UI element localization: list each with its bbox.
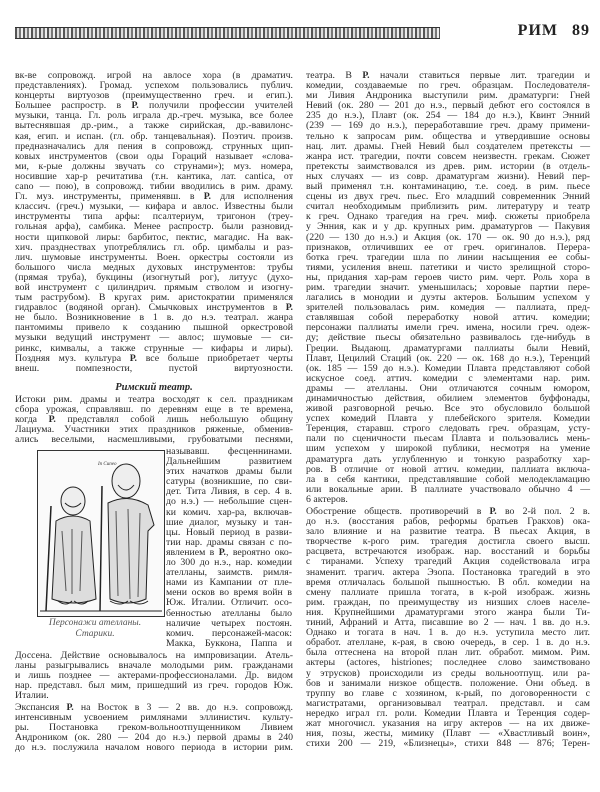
- text-line: жат многочисл. указания на игру актеров — на их движе-: [306, 717, 590, 729]
- text-line: большого числа медных духовых инструментов: трубы: [15, 261, 293, 273]
- text-line: ки комич. хар-ра, включав-: [166, 506, 292, 518]
- text-line: считал необходимым приблизить рим. литературу и театр: [306, 201, 590, 213]
- text-line: Андроником (ок. 280 — 204 до н.э.) первой драмы в 240: [15, 732, 293, 744]
- text-line: творчестве к-рого рим. трагедия достигла своего высш.: [306, 536, 590, 548]
- text-line: хич. празднествах употреблялись гл. обр. цимбалы и раз-: [15, 241, 293, 253]
- text-line: cano — пою), в сопровожд. тибии вводились в рим. драму.: [15, 181, 293, 193]
- text-line: ду; действие пьесы обязательно развивалось где-нибудь в: [306, 332, 590, 344]
- text-line: обработ. ателлане, к-рая, в свою очередь, в сер. 1 в. до н.э.: [306, 637, 590, 649]
- text-line: Доссена. Действие основывалось на импровизации. Атель-: [15, 650, 293, 661]
- text-line: с тиранами. Успеху трагедий Акция содействовала игра: [306, 556, 590, 568]
- text-line: сатуры (возникшие, по сви-: [166, 476, 292, 488]
- text-line: комедии, создаваемые по греч. образцам. Последователя-: [306, 80, 590, 92]
- text-line: Макка, Буккона, Паппа и: [166, 637, 292, 649]
- text-line: Дальнейшим развитием: [166, 456, 292, 468]
- left-para-1: [15, 71, 293, 374]
- caption-line-2: Старики.: [75, 629, 115, 639]
- text-line: комич. персонажей-масок:: [166, 627, 292, 639]
- text-line: гидравлос (водяной орган). Смычковых инструментов в Р.: [15, 302, 293, 314]
- text-line: 235 до н.э.), Плавт (ок. 254 — 184 до н.э.), Квинт Энний: [306, 110, 590, 122]
- text-line: (прямая труба), букцины (изогнутый рог), литуус (духо-: [15, 271, 293, 283]
- text-line: стихи 200 — 219, «Близнецы», стихи 848 — 876; Терен-: [306, 738, 590, 750]
- two-old-men-figures-image: [38, 451, 164, 616]
- text-line: живой разговорной речью. Все это обусловило большой: [306, 403, 590, 415]
- text-line: наличие четырех постоян.: [166, 617, 292, 629]
- text-line: ла в себя кантики, представлявшие собой мелодекламацию: [306, 473, 590, 485]
- text-line: вк-ве сопровожд. игрой на авлосе хора (в драматич.: [15, 70, 293, 81]
- text-line: 6 актеров.: [306, 493, 348, 505]
- text-line: Лациума. Участники этих праздников ряженые, обменив-: [15, 424, 293, 436]
- text-line: ботка греч. трагедии шла по линии насыщения ее собы-: [306, 251, 590, 263]
- text-line: сцены из двух греч. пьес. Его младший современник Энний: [306, 191, 590, 203]
- text-line: Теренция, старавш. строго следовать греч. образцам, усту-: [306, 423, 590, 435]
- text-line: была оттеснена на второй план лит. обработ. мимом. Рим.: [306, 647, 590, 659]
- bold-abbreviation: Р.: [218, 546, 226, 558]
- text-line: ми, к-рые должны звучать со струнами»); муз. номера,: [15, 160, 293, 172]
- text-line: тельно к запросам рим. общества и утвердившие основы: [306, 130, 590, 142]
- text-line: не было. Возникновение в 1 в. до н.э. театрал. жанра: [15, 312, 293, 324]
- figure-inscription: In Cuneo: [98, 462, 117, 467]
- text-line: когда Р. представлял собой лишь небольшую общину: [15, 414, 293, 426]
- bold-abbreviation: Р.: [489, 506, 497, 517]
- text-line: ных случаях — из совр. драматургам жизни). Невий пер-: [306, 170, 590, 182]
- text-line: ры. Постановка греком-вольноотпущенником Ливием: [15, 722, 293, 734]
- text-line: этих начатков драмы были: [166, 466, 292, 478]
- text-line: пантомимы привело к созданию пышной оркестровой: [15, 322, 293, 334]
- atellan-characters-illustration: [37, 450, 165, 617]
- text-line: персонажи паллиаты имели греч. имена, носили греч. одеж-: [306, 322, 590, 334]
- text-line: вый применял т.н. контаминацию, т.е. соед. в рим. пьесе: [306, 181, 590, 193]
- text-line: Италии.: [15, 690, 49, 702]
- text-line: успех комедий Плавта у плебейского зрителя. Комедии: [306, 413, 590, 425]
- text-line: явлением в Р., вероятно око-: [166, 546, 292, 558]
- text-line: жанра ист. трагедии, почти совсем неизвестн. грекам. Сюжет: [306, 150, 590, 162]
- text-line: внеш. помпезности, пустой виртуозности.: [15, 362, 293, 374]
- text-line: претексты заимствовался из древ. рим. истории (в отдель-: [306, 160, 590, 172]
- text-line: Гл. муз. инструменты, применявш. в Р. для исполнения: [15, 191, 293, 203]
- text-line: гольная арфа), самбика. Менее распростр. были разновид-: [15, 221, 293, 233]
- text-line: динамичностью действия, обилием элементов буффонады,: [306, 393, 590, 404]
- text-line: ставлявшая собой переработку новой аттич. комедии;: [306, 312, 590, 324]
- text-line: Экспансия Р. на Восток в 3 — 2 вв. до н.э. сопровожд.: [15, 702, 293, 713]
- text-line: мени осков во время войн в: [166, 587, 292, 599]
- text-line: Однако и тогата в нач. 1 в. до н.э. уступила место лит.: [306, 627, 590, 639]
- text-line: сбора урожая, справлявш. по деревням еще в те времена,: [15, 404, 293, 416]
- text-line: до н.э.) — небольшие сцен-: [166, 496, 292, 508]
- text-line: Обострение обществ. противоречий в Р. во 2-й пол. 2 в.: [306, 506, 590, 517]
- text-line: бенностью ателланы было: [166, 607, 292, 619]
- left-para-3: [15, 651, 293, 701]
- text-line: классич. (греч.) музыки, — кифара и авлос. Известны были: [15, 201, 293, 213]
- text-line: расцвета, встречаются изображ. нар. восстаний и борьбы: [306, 546, 590, 558]
- text-line: концерты виртуозов (преимущественно греч. и егип.).: [15, 90, 293, 102]
- text-line: ланы разыгрывались вначале молодыми рим. гражданами: [15, 660, 293, 672]
- text-line: ринкс, кимвалы, а также струнные — кифары и лиры).: [15, 342, 293, 354]
- text-line: ателланы, заимств. римля-: [166, 567, 292, 579]
- text-line: (239 — 169 до н.э.), переработавшие греч. драму примени-: [306, 120, 590, 132]
- text-line: ния. Крупнейшими драматургами этого жанра были Ти-: [306, 606, 590, 618]
- text-line: ми Ливия Андроника выступили рим. драматурги: Гней: [306, 90, 590, 102]
- text-line: зрителей пользовалась рим. комедия — паллиата, пред-: [306, 302, 590, 314]
- text-line: предназначались для пения в сопровожд. струнных щип-: [15, 140, 293, 152]
- text-line: труппу во главе с хозяином, к-рый, по договоренности с: [306, 687, 590, 699]
- text-line: тиями, усиления внеш. патетики и чисто зрелищной сторо-: [306, 261, 590, 273]
- bold-abbreviation: Р.: [129, 352, 138, 364]
- text-line: Плавт, Цецилий Стаций (ок. 220 — ок. 168 до н.э.), Теренций: [306, 352, 590, 364]
- ornamental-header-band: [15, 27, 440, 39]
- text-line: бов и занимали низкое обществ. положение. Они объед. в: [306, 677, 590, 689]
- bold-abbreviation: Р.: [131, 100, 139, 112]
- text-line: Большее распростр. в Р. получили профессии учителей: [15, 100, 293, 112]
- text-line: нами из Кампании от пле-: [166, 577, 292, 589]
- text-line: ло 300 до н.э., нар. комедии: [166, 557, 292, 569]
- text-line: интенсивным усвоением римлянами эллинистич. культу-: [15, 712, 293, 724]
- text-line: шим успехом у широкой публики, несмотря на умение: [306, 443, 590, 455]
- text-line: Поздняя муз. культура Р. все больше приобретает черты: [15, 352, 293, 364]
- text-line: ались веселыми, насмешливыми, грубоватыми песнями,: [15, 434, 293, 446]
- right-para-2: [306, 507, 590, 749]
- text-line: Невий (ок. 280 — 201 до н.э., первый дебют его состоялся в: [306, 100, 590, 112]
- text-line: смену паллиате пришла тогата, в к-рой изображ. жизнь: [306, 586, 590, 598]
- bold-abbreviation: Р.: [285, 302, 293, 314]
- text-line: Юж. Италии. Отличит. осо-: [166, 597, 292, 609]
- text-line: носившие хар-р речитатива (т.н. кантика, лат. cantica, от: [15, 170, 293, 182]
- text-line: представлениях). Громад. успехом пользовались публич.: [15, 80, 293, 92]
- text-line: вой инструмент с цилиндрич. прямым стволом и изогну-: [15, 281, 293, 293]
- text-line: актеры (actores, histriones; последнее слово заимствовано: [306, 657, 590, 669]
- text-line: рим. граждан, по преимуществу из низших слоев населе-: [306, 596, 590, 608]
- figure-caption: [30, 618, 160, 640]
- text-line: до н.э. послужила началом нового периода в истории рим.: [15, 742, 293, 754]
- text-line: тым раструбом). В кругах рим. аристократии применялся: [15, 292, 293, 304]
- left-side-text: [166, 447, 292, 649]
- text-line: вытеснявшая др.-рим., а также сирийская, др.-вавилонс-: [15, 120, 293, 132]
- bold-abbreviation: Р.: [66, 702, 74, 713]
- text-line: кая, егип. и испан. (гл. обр. танцевальная). Поэтич. произв.: [15, 130, 293, 142]
- text-line: Истоки рим. драмы и театра восходят к сел. праздникам: [15, 394, 293, 405]
- text-line: признаков, отличивших ее от греч. оригиналов. Перера-: [306, 241, 590, 253]
- text-line: тии нар. драмы связан с по-: [166, 536, 292, 548]
- text-line: тиний, Афраний и Атта, писавшие во 2 — нач. 1 вв. до н.э.: [306, 617, 590, 629]
- text-line: время отличалась большой пышностью. В обл. комедии на: [306, 576, 590, 588]
- running-head: [448, 22, 590, 40]
- text-line: нар. представл. был мим, пришедший из греч. городов Юж.: [15, 680, 293, 692]
- section-title: РИМ: [517, 22, 558, 39]
- text-line: драматурга дать углубленную и тонкую разработку хар-: [306, 453, 590, 465]
- text-line: драмы — ателланы. Они отличаются сочным юмором,: [306, 382, 590, 394]
- page-number: 89: [572, 22, 590, 39]
- right-para-1: [306, 71, 590, 505]
- text-line: у этрусков) происходили из среды вольноотпущ. или ра-: [306, 667, 590, 679]
- caption-line-1: Персонажи ателланы.: [48, 618, 142, 628]
- text-line: ны, придания хар-рам героев чисто рим. черт. Роль хора в: [306, 271, 590, 283]
- text-line: ния, позы, жесты, мимику (Плавт — «Хвастливый воин»,: [306, 728, 590, 740]
- left-para-4: [15, 703, 293, 753]
- text-line: рим. трагедии значит. уменьшилась; хоровые партии пере-: [306, 281, 590, 293]
- bold-abbreviation: Р.: [362, 70, 370, 81]
- text-line: нац. лит. драмы. Гней Невий был создателем претексты —: [306, 140, 590, 152]
- text-line: инструменты типа арфы: псалтериум, тригонон (треу-: [15, 211, 293, 223]
- text-line: лагались в монодии и дуэты актеров. Большим успехом у: [306, 292, 590, 304]
- text-line: зало влияние и на развитие театра. В пьесах Акция, в: [306, 526, 590, 538]
- text-line: дет. Тита Ливия, в сер. 4 в.: [166, 486, 292, 498]
- text-line: (220 — 130 до н.э.) и Акция (ок. 170 — ок. 90 до н.э.), ряд: [306, 231, 590, 243]
- section-heading: Римский театр.: [115, 382, 193, 393]
- text-line: знаменит. трагич. актера Эзопа. Постановка трагедий в это: [306, 566, 590, 578]
- text-line: нередко играл гл. роли. Комедии Плавта и Теренция содер-: [306, 707, 590, 719]
- text-line: лич. шумовые инструменты. Воен. оркестры состояли из: [15, 251, 293, 263]
- text-line: к греч. Однако трагедия на греч. миф. сюжеты приобрела: [306, 211, 590, 223]
- text-line: у Энния, как и у др. крупных рим. драматургов — Пакувия: [306, 221, 590, 233]
- text-line: до н.э. (восстания рабов, реформы братьев Гракхов) ока-: [306, 516, 590, 528]
- left-para-2: [15, 395, 293, 445]
- text-line: ров. В отличие от новой аттич. комедии, паллиата включа-: [306, 463, 590, 475]
- text-line: и лишь позднее — актерами-профессионалами. Др. видом: [15, 670, 293, 682]
- text-line: или вокальные арии. В паллиате участвовало обычно 4 —: [306, 483, 590, 495]
- text-line: цы. Новый период в разви-: [166, 526, 292, 538]
- text-line: театра. В Р. начали ставиться первые лит. трагедии и: [306, 70, 590, 81]
- text-line: музыки ведущий инструмент — авлос; шумовые — си-: [15, 332, 293, 344]
- text-line: музыки, танца. Гл. роль играла др.-греч. музыка, все более: [15, 110, 293, 122]
- text-line: ности щипковой лиры: барбитос, пектис, магадис. На вак-: [15, 231, 293, 243]
- text-line: шие диалог, музыку и тан-: [166, 516, 292, 528]
- text-line: магистратами, организовывал театрал. представл. и сам: [306, 697, 590, 709]
- bold-abbreviation: Р.: [203, 191, 212, 203]
- text-line: Греции. Выдающ. драматургами паллиаты были Невий,: [306, 342, 590, 354]
- text-line: пали по сценичности пьесам Плавта и пользовались мень-: [306, 433, 590, 445]
- text-line: ковых инструментов (свои оды Гораций называет «слова-: [15, 150, 293, 162]
- text-line: искусное соед. аттич. комедии с элементами нар. рим.: [306, 372, 590, 384]
- text-line: (ок. 185 — 159 до н.э.). Комедии Плавта представляют собой: [306, 362, 590, 374]
- text-line: называвш. фесценнинами.: [166, 446, 292, 457]
- bold-abbreviation: Р.: [48, 414, 56, 426]
